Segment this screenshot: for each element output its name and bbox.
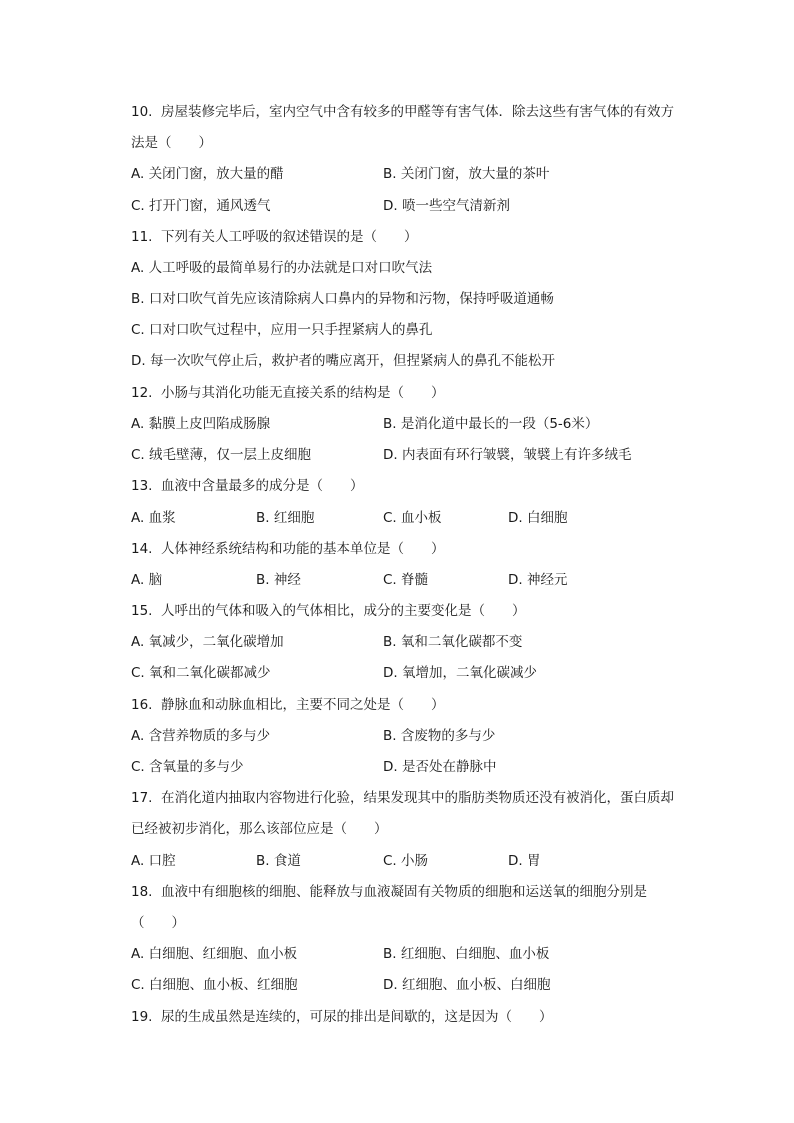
question-number: 14. bbox=[131, 541, 153, 557]
option-c: C. 打开门窗，通风透气 bbox=[131, 198, 271, 214]
question-text: 血液中有细胞核的细胞、能释放与血液凝固有关物质的细胞和运送氧的细胞分别是 bbox=[161, 884, 647, 900]
question-stem bbox=[131, 1007, 553, 1027]
option-c: C. 口对口吹气过程中，应用一只手捏紧病人的鼻孔 bbox=[131, 322, 433, 338]
option-a: A. 脑 bbox=[131, 572, 163, 588]
option-b: B. 氧和二氧化碳都不变 bbox=[383, 634, 523, 650]
option-d: D. 氧增加，二氧化碳减少 bbox=[383, 665, 537, 681]
question-text: 尿的生成虽然是连续的，可尿的排出是间歇的，这是因为（ ） bbox=[161, 1009, 553, 1025]
question-number: 10. bbox=[131, 104, 153, 120]
question-stem-continued: （ ） bbox=[131, 915, 185, 931]
option-b: B. 是消化道中最长的一段（5-6米） bbox=[383, 416, 599, 432]
question-stem bbox=[131, 539, 445, 559]
question-text: 房屋装修完毕后，室内空气中含有较多的甲醛等有害气体．除去这些有害气体的有效方 bbox=[161, 104, 674, 120]
option-c: C. 含氧量的多与少 bbox=[131, 759, 244, 775]
option-a: A. 口腔 bbox=[131, 853, 176, 869]
option-a: A. 关闭门窗，放大量的醋 bbox=[131, 166, 284, 182]
option-d: D. 内表面有环行皱襞，皱襞上有许多绒毛 bbox=[383, 447, 632, 463]
question-text: 下列有关人工呼吸的叙述错误的是（ ） bbox=[161, 229, 418, 245]
question-text: 静脉血和动脉血相比，主要不同之处是（ ） bbox=[161, 697, 445, 713]
option-d: D. 是否处在静脉中 bbox=[383, 759, 497, 775]
option-c: C. 白细胞、血小板、红细胞 bbox=[131, 977, 298, 993]
option-a: A. 氧减少，二氧化碳增加 bbox=[131, 634, 284, 650]
option-b: B. 含废物的多与少 bbox=[383, 728, 496, 744]
question-stem bbox=[131, 788, 674, 808]
question-number: 15. bbox=[131, 603, 153, 619]
question-stem bbox=[131, 695, 445, 715]
option-c: C. 血小板 bbox=[383, 510, 442, 526]
question-number: 19. bbox=[131, 1009, 153, 1025]
question-text: 在消化道内抽取内容物进行化验，结果发现其中的脂肪类物质还没有被消化，蛋白质却 bbox=[161, 790, 674, 806]
option-b: B. 红细胞、白细胞、血小板 bbox=[383, 946, 550, 962]
question-text: 小肠与其消化功能无直接关系的结构是（ ） bbox=[161, 385, 445, 401]
option-b: B. 食道 bbox=[256, 853, 301, 869]
question-number: 13. bbox=[131, 478, 153, 494]
option-c: C. 绒毛壁薄，仅一层上皮细胞 bbox=[131, 447, 312, 463]
question-number: 17. bbox=[131, 790, 153, 806]
option-c: C. 氧和二氧化碳都减少 bbox=[131, 665, 271, 681]
question-stem bbox=[131, 476, 364, 496]
question-number: 11. bbox=[131, 229, 153, 245]
option-d: D. 神经元 bbox=[508, 572, 568, 588]
question-stem bbox=[131, 102, 674, 122]
question-stem-continued: 已经被初步消化，那么该部位应是（ ） bbox=[131, 821, 388, 837]
option-d: D. 红细胞、血小板、白细胞 bbox=[383, 977, 551, 993]
option-d: D. 胃 bbox=[508, 853, 541, 869]
option-c: C. 小肠 bbox=[383, 853, 429, 869]
question-text: 人体神经系统结构和功能的基本单位是（ ） bbox=[161, 541, 445, 557]
question-stem-continued: 法是（ ） bbox=[131, 135, 212, 151]
question-number: 12. bbox=[131, 385, 153, 401]
question-text: 人呼出的气体和吸入的气体相比，成分的主要变化是（ ） bbox=[161, 603, 526, 619]
question-stem bbox=[131, 882, 647, 902]
question-stem bbox=[131, 227, 418, 247]
option-a: A. 人工呼吸的最简单易行的办法就是口对口吹气法 bbox=[131, 260, 433, 276]
question-stem bbox=[131, 383, 445, 403]
option-d: D. 喷一些空气清新剂 bbox=[383, 198, 510, 214]
question-text: 血液中含量最多的成分是（ ） bbox=[161, 478, 364, 494]
question-stem bbox=[131, 601, 526, 621]
option-d: D. 白细胞 bbox=[508, 510, 568, 526]
question-number: 18. bbox=[131, 884, 153, 900]
option-a: A. 白细胞、红细胞、血小板 bbox=[131, 946, 298, 962]
option-b: B. 关闭门窗，放大量的茶叶 bbox=[383, 166, 550, 182]
option-a: A. 黏膜上皮凹陷成肠腺 bbox=[131, 416, 271, 432]
option-d: D. 每一次吹气停止后，救护者的嘴应离开，但捏紧病人的鼻孔不能松开 bbox=[131, 353, 555, 369]
option-b: B. 神经 bbox=[256, 572, 301, 588]
option-a: A. 血浆 bbox=[131, 510, 176, 526]
option-b: B. 红细胞 bbox=[256, 510, 315, 526]
option-c: C. 脊髓 bbox=[383, 572, 429, 588]
question-number: 16. bbox=[131, 697, 153, 713]
option-b: B. 口对口吹气首先应该清除病人口鼻内的异物和污物，保持呼吸道通畅 bbox=[131, 291, 554, 307]
option-a: A. 含营养物质的多与少 bbox=[131, 728, 271, 744]
